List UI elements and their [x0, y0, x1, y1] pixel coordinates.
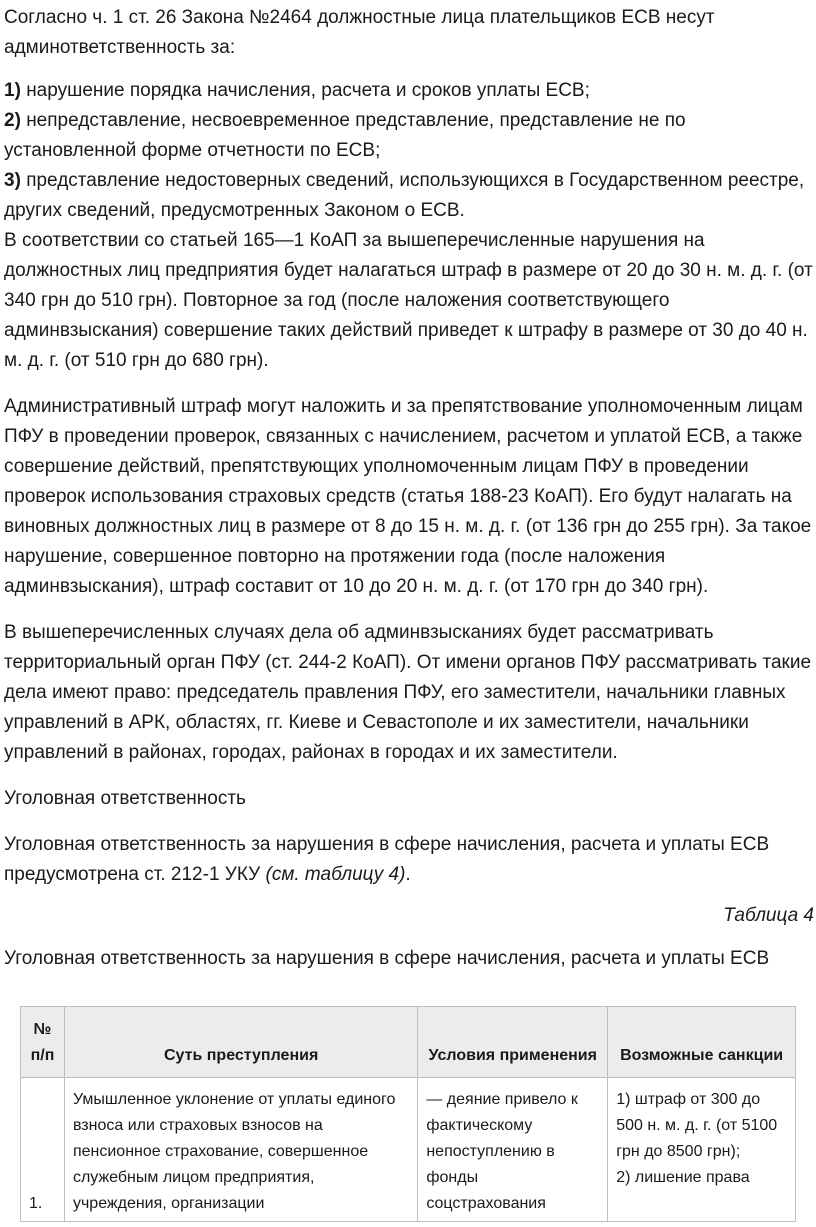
- header-num: № п/п: [21, 1007, 65, 1078]
- list-item-number: 1): [4, 80, 21, 101]
- criminal-paragraph: [4, 830, 814, 890]
- list-item-text: представление недостоверных сведений, использующихся в Государственном реестре, других сведений, предусмотренных Законом о ЕСВ.: [4, 170, 805, 221]
- criminal-liability-table: [20, 1006, 796, 1222]
- list-item-text: непредставление, несвоевременное представление, представление не по установленной форме отчетности по ЕСВ;: [4, 110, 686, 161]
- review-paragraph: В вышеперечисленных случаях дела об админвзысканиях будет рассматривать территориальный орган ПФУ (ст. 244-2 КоАП). От имени органов ПФУ рассматривать такие дела имеют право: председатель правления ПФУ, его заместители, начальники главных управлений в АРК, областях, гг. Киеве и Севастополе и их заместители, начальники управлений в районах, городах, районах в городах и их заместители.: [4, 622, 812, 763]
- row-num: 1.: [21, 1078, 65, 1222]
- table-header-row: [21, 1007, 796, 1078]
- row-conditions: — деяние привело к фактическому непоступлению в фонды соцстрахования: [418, 1078, 608, 1222]
- table-reference: (см. таблицу 4): [265, 864, 406, 885]
- violations-list: [4, 76, 814, 226]
- koap-165-paragraph: В соответствии со статьей 165—1 КоАП за вышеперечисленные нарушения на должностных лиц предприятия будет налагаться штраф в размере от 20 до 30 н. м. д. г. (от 340 грн до 510 грн). Повторное за год (после наложения соответствующего админвзыскания) совершение таких действий приведет к штрафу в размере от 30 до 40 н. м. д. г. (от 510 грн до 680 грн).: [4, 230, 813, 371]
- list-item-number: 3): [4, 170, 21, 191]
- row-sanctions: 1) штраф от 300 до 500 н. м. д. г. (от 5100 грн до 8500 грн); 2) лишение права: [608, 1078, 796, 1222]
- list-item-text: нарушение порядка начисления, расчета и сроков уплаты ЕСВ;: [26, 80, 590, 101]
- list-item: [4, 76, 814, 106]
- list-item: [4, 106, 814, 166]
- table-row: [21, 1078, 796, 1222]
- intro-paragraph: Согласно ч. 1 ст. 26 Закона №2464 должностные лица плательщиков ЕСВ несут админответственность за:: [4, 7, 715, 58]
- row-essence: Умышленное уклонение от уплаты единого взноса или страховых взносов на пенсионное страхование, совершенное служебным лицом предприятия, учреждения, организации: [64, 1078, 417, 1222]
- header-conditions: Условия применения: [418, 1007, 608, 1078]
- criminal-text: Уголовная ответственность за нарушения в сфере начисления, расчета и уплаты ЕСВ предусмотрена ст. 212-1 УКУ: [4, 834, 770, 885]
- list-item: [4, 166, 814, 226]
- obstruction-paragraph: Административный штраф могут наложить и за препятствование уполномоченным лицам ПФУ в проведении проверок, связанных с начислением, расчетом и уплатой ЕСВ, а также совершение действий, препятствующих уполномоченным лицам ПФУ в проведении проверок использования страховых средств (статья 188-23 КоАП). Его будут налагать на виновных должностных лиц в размере от 8 до 15 н. м. д. г. (от 136 грн до 255 грн). За такое нарушение, совершенное повторно на протяжении года (после наложения админвзыскания), штраф составит от 10 до 20 н. м. д. г. (от 170 грн до 340 грн).: [4, 396, 812, 597]
- criminal-heading: Уголовная ответственность: [4, 788, 246, 809]
- header-essence: Суть преступления: [64, 1007, 417, 1078]
- document-body: [4, 3, 814, 974]
- header-sanctions: Возможные санкции: [608, 1007, 796, 1078]
- table-label: Таблица 4: [723, 905, 814, 926]
- criminal-end: .: [405, 864, 411, 885]
- table-title: Уголовная ответственность за нарушения в сфере начисления, расчета и уплаты ЕСВ: [4, 948, 770, 969]
- list-item-number: 2): [4, 110, 21, 131]
